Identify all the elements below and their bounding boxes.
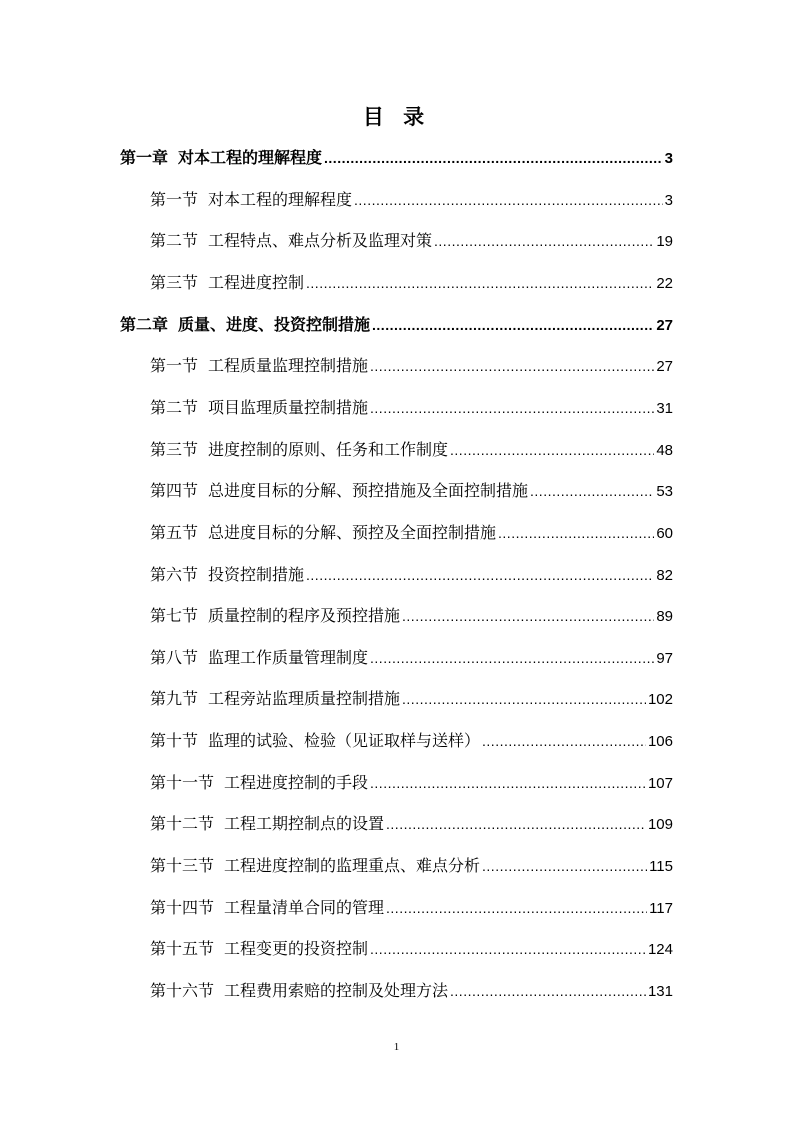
toc-dot-leader [482,728,646,754]
toc-dot-leader [386,895,647,921]
toc-dot-leader [450,978,646,1004]
toc-dot-leader [402,686,646,712]
toc-entry-page: 89 [656,608,673,626]
toc-entry-page: 19 [656,233,673,251]
toc-section-entry[interactable] [150,228,673,254]
toc-dot-leader [306,270,654,296]
toc-entry-title: 质量、进度、投资控制措施 [178,314,371,334]
page-number: 1 [393,1041,400,1053]
toc-dot-leader [370,645,654,671]
toc-entry-title: 工程工期控制点的设置 [224,814,385,834]
toc-entry-page: 117 [649,899,673,917]
toc-entry-number: 第十一节 [150,772,215,792]
toc-dot-leader [530,478,654,504]
toc-entry-title: 监理的试验、检验（见证取样与送样） [208,731,481,751]
toc-section-entry[interactable] [150,853,673,879]
toc-entry-page: 60 [656,524,673,542]
toc-section-entry[interactable] [150,603,673,629]
toc-dot-leader [498,520,654,546]
toc-entry-page: 27 [656,316,673,334]
toc-entry-page: 53 [656,483,673,501]
toc-section-entry[interactable] [150,936,673,962]
toc-entry-number: 第二节 [150,231,199,251]
toc-title: 目 录 [362,105,431,129]
toc-section-entry[interactable] [150,437,673,463]
toc-entry-page: 115 [649,858,673,876]
toc-entry-page: 31 [656,399,673,417]
toc-section-entry[interactable] [150,395,673,421]
toc-entry-number: 第五节 [150,522,199,542]
toc-dot-leader [434,228,654,254]
toc-entry-page: 3 [664,150,673,167]
toc-entry-title: 工程进度控制的手段 [224,772,369,792]
toc-chapter-entry[interactable] [120,312,673,338]
toc-entry-title: 总进度目标的分解、预控及全面控制措施 [208,522,497,542]
toc-dot-leader [306,562,654,588]
toc-entry-page: 27 [656,358,673,376]
toc-section-entry[interactable] [150,187,673,213]
toc-dot-leader [370,936,646,962]
toc-entry-number: 第八节 [150,647,199,667]
toc-dot-leader [450,437,654,463]
toc-dot-leader [324,145,663,171]
toc-entry-title: 监理工作质量管理制度 [208,647,369,667]
toc-entry-page: 82 [656,566,673,584]
toc-entry-page: 48 [656,441,673,459]
toc-entry-page: 109 [647,816,673,834]
toc-entry-page: 97 [656,649,673,667]
toc-section-entry[interactable] [150,978,673,1004]
toc-entry-title: 对本工程的理解程度 [178,148,323,167]
toc-entry-number: 第三节 [150,272,199,292]
toc-dot-leader [354,187,663,213]
toc-entry-number: 第七节 [150,606,199,626]
toc-entry-number: 第一章 [120,148,169,167]
toc-section-entry[interactable] [150,645,673,671]
toc-section-entry[interactable] [150,353,673,379]
toc-entry-title: 总进度目标的分解、预控措施及全面控制措施 [208,481,529,501]
toc-section-entry[interactable] [150,270,673,296]
toc-entry-title: 工程特点、难点分析及监理对策 [208,231,433,251]
toc-section-entry[interactable] [150,728,673,754]
toc-entry-number: 第十四节 [150,897,215,917]
toc-section-entry[interactable] [150,686,673,712]
toc-section-entry[interactable] [150,895,673,921]
toc-entry-number: 第十三节 [150,856,215,876]
toc-entry-number: 第一节 [150,356,199,376]
toc-section-entry[interactable] [150,811,673,837]
toc-entry-title: 投资控制措施 [208,564,305,584]
toc-entry-page: 131 [647,983,673,1000]
toc-section-entry[interactable] [150,520,673,546]
toc-entry-number: 第三节 [150,439,199,459]
toc-entry-title: 质量控制的程序及预控措施 [208,606,401,626]
toc-entry-page: 102 [647,691,673,709]
toc-entry-title: 工程进度控制 [208,272,305,292]
toc-entry-page: 124 [647,941,673,959]
toc-dot-leader [370,770,646,796]
toc-entry-number: 第二节 [150,397,199,417]
toc-entry-number: 第一节 [150,189,199,209]
toc-chapter-entry[interactable] [120,145,673,171]
toc-dot-leader [372,312,654,338]
toc-entry-title: 工程质量监理控制措施 [208,356,369,376]
toc-entry-number: 第九节 [150,689,199,709]
toc-entry-number: 第十五节 [150,939,215,959]
toc-section-entry[interactable] [150,770,673,796]
toc-entry-title: 工程量清单合同的管理 [224,897,385,917]
toc-entry-title: 工程费用索赔的控制及处理方法 [224,981,449,1000]
toc-section-entry[interactable] [150,478,673,504]
toc-entry-title: 进度控制的原则、任务和工作制度 [208,439,449,459]
toc-entry-number: 第十二节 [150,814,215,834]
toc-entry-title: 工程进度控制的监理重点、难点分析 [224,856,481,876]
toc-entry-page: 106 [647,733,673,751]
toc-entry-page: 22 [656,274,673,292]
toc-dot-leader [370,395,654,421]
toc-dot-leader [482,853,647,879]
toc-entry-number: 第十节 [150,731,199,751]
toc-entry-title: 对本工程的理解程度 [208,189,353,209]
toc-entry-page: 3 [664,191,673,209]
toc-dot-leader [386,811,646,837]
toc-entry-title: 工程旁站监理质量控制措施 [208,689,401,709]
toc-entry-number: 第二章 [120,314,169,334]
toc-entry-title: 工程变更的投资控制 [224,939,369,959]
toc-entry-title: 项目监理质量控制措施 [208,397,369,417]
toc-dot-leader [370,353,654,379]
toc-entry-page: 107 [647,774,673,792]
toc-entry-number: 第十六节 [150,981,215,1000]
toc-dot-leader [402,603,654,629]
toc-entry-number: 第六节 [150,564,199,584]
toc-entry-number: 第四节 [150,481,199,501]
toc-section-entry[interactable] [150,562,673,588]
